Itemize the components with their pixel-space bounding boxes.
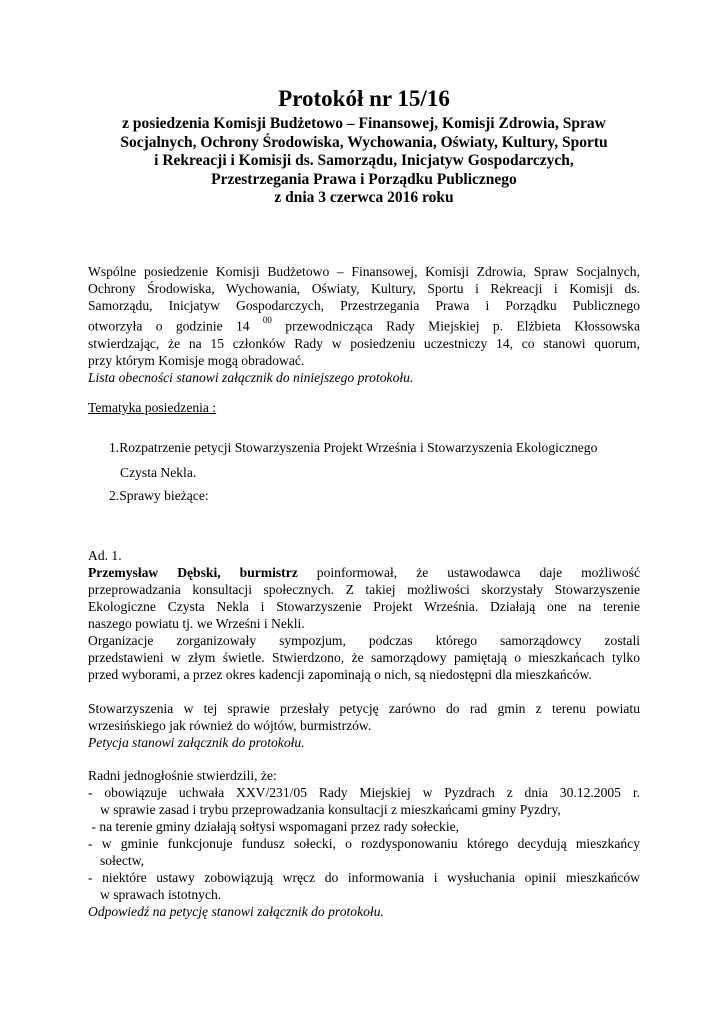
finding-item: - w gminie funkcjonuje fundusz sołecki, o rozdysponowaniu którego decydują mieszkańcy: [88, 836, 640, 851]
intro-line: stwierdzając, że na 15 członków Rady w posiedzeniu uczestniczy 14, co stanowi quorum,: [88, 335, 640, 351]
findings-paragraph: [88, 767, 640, 920]
finding-item-continuation: w sprawach istotnych.: [100, 887, 222, 902]
opening-chair: przewodnicząca Rady Miejskiej p. Elżbieta Kłossowska: [285, 318, 640, 334]
agenda-item-1-continuation: Czysta Nekla.: [120, 465, 197, 480]
subtitle-date: z dnia 3 czerwca 2016 roku: [274, 189, 454, 206]
ad1-first-line: [88, 564, 640, 581]
ad1-paragraph: [88, 564, 640, 683]
intro-line: Samorządu, Inicjatyw Gospodarczych, Przestrzegania Prawa i Porządku Publicznego: [88, 298, 640, 313]
subtitle-line: Przestrzegania Prawa i Porządku Publicznego: [211, 170, 517, 188]
agenda-item-2: 2.Sprawy bieżące:: [109, 488, 209, 503]
councillors-intro: Radni jednogłośnie stwierdzili, że:: [88, 768, 277, 783]
ad1-line: naszego powiatu tj. we Wrześni i Nekli.: [88, 616, 305, 631]
finding-item-continuation: sołectw,: [100, 853, 145, 868]
subtitle-line: z posiedzenia Komisji Budżetowo – Finansowej, Komisji Zdrowia, Spraw: [122, 115, 606, 132]
speaker-name: Przemysław Dębski, burmistrz: [88, 565, 298, 580]
intro-opening-line: [88, 314, 640, 335]
agenda-heading: Tematyka posiedzenia :: [88, 400, 217, 415]
ad1-line: przeprowadzania konsultacji społecznych. Z takiej możliwości skorzystały Stowarzyszenie: [88, 582, 640, 597]
petition-line: wrzesińskiego jak również do wójtów, burmistrzów.: [88, 718, 372, 733]
opening-time-minutes: 00: [262, 315, 272, 325]
petition-line: Stowarzyszenia w tej sprawie przesłały petycję zarówno do rad gmin z terenu powiatu: [88, 701, 640, 716]
org-line: przedstawieni w złym świetle. Stwierdzono, że samorządowy pamiętają o mieszkańcach tylko: [88, 650, 640, 665]
document-subtitle: [88, 115, 640, 208]
finding-item: - na terenie gminy działają sołtysi wspomagani przez rady sołeckie,: [88, 819, 460, 834]
org-line: Organizacje zorganizowały sympozjum, podczas którego samorządowcy zostali: [88, 633, 640, 648]
subtitle-line: Socjalnych, Ochrony Środowiska, Wychowania, Oświaty, Kultury, Sportu: [120, 133, 608, 151]
intro-line: Ochrony Środowiska, Wychowania, Oświaty, Kultury, Sportu i Rekreacji i Komisji ds.: [88, 281, 640, 296]
intro-paragraph: [88, 263, 640, 386]
petition-paragraph: [88, 700, 640, 751]
document-title: Protokół nr 15/16: [278, 86, 450, 111]
finding-item-continuation: w sprawie zasad i trybu przeprowadzania konsultacji z mieszkańcami gminy Pyzdry,: [100, 802, 561, 817]
attendance-note: Lista obecności stanowi załącznik do niniejszego protokołu.: [88, 369, 414, 385]
finding-item: - obowiązuje uchwała XXV/231/05 Rady Miejskiej w Pyzdrach z dnia 30.12.2005 r.: [88, 785, 640, 800]
org-line: przed wyborami, a przez okres kadencji zapominają o nich, są niedostępni dla mieszkańców.: [88, 667, 592, 682]
answer-note: Odpowiedź na petycję stanowi załącznik do protokołu.: [88, 904, 384, 919]
agenda-item-1: 1.Rozpatrzenie petycji Stowarzyszenia Projekt Września i Stowarzyszenia Ekologicznego: [109, 440, 598, 455]
petition-note: Petycja stanowi załącznik do protokołu.: [88, 735, 305, 750]
intro-line: przy którym Komisje mogą obradować.: [88, 352, 305, 368]
subtitle-line: i Rekreacji i Komisji ds. Samorządu, Inicjatyw Gospodarczych,: [154, 152, 574, 169]
intro-line: Wspólne posiedzenie Komisji Budżetowo – Finansowej, Komisji Zdrowia, Spraw Socjalnych,: [88, 264, 640, 279]
finding-item: - niektóre ustawy zobowiązują wręcz do informowania i wysłuchania opinii mieszkańców: [88, 870, 640, 885]
ad1-heading: Ad. 1.: [88, 548, 122, 563]
opening-time-prefix: otworzyła o godzinie 14: [88, 318, 250, 334]
ad1-first-line-text: poinformował, że ustawodawca daje możliwość: [316, 565, 641, 580]
ad1-line: Ekologiczne Czysta Nekla i Stowarzyszenie Projekt Września. Działają one na terenie: [88, 599, 640, 614]
